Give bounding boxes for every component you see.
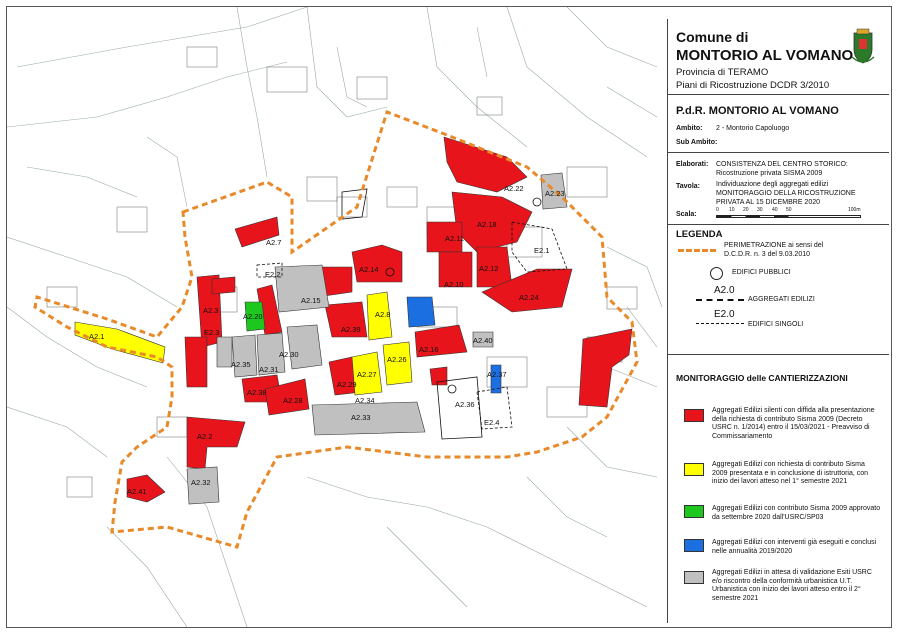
singoli-label: EDIFICI SINGOLI (748, 321, 804, 328)
map-label: A2.31 (259, 365, 279, 374)
map-label: A2.37 (487, 370, 507, 379)
map-label: E2.4 (484, 418, 500, 427)
singoli-symbol (696, 323, 744, 324)
town-map[interactable] (7, 7, 667, 627)
tavola-line2: MONITORAGGIO DELLA RICOSTRUZIONE (716, 190, 856, 197)
map-label: E2.3 (204, 328, 220, 337)
scale-tick: 40 (772, 207, 778, 213)
scale-tick: 30 (757, 207, 763, 213)
legend-text-red: Aggregati Edilizi silenti con diffida alla presentazione della richiesta di contributo Sisma 2009 (Decreto USRC n. 1/2014) entro il 15/03/2021 - Preavviso di Commissariamento (712, 407, 875, 440)
aggregate-blue (407, 297, 435, 327)
legend-swatch-green (684, 505, 704, 518)
map-label: A2.2 (197, 432, 213, 441)
tavola-line1: Individuazione degli aggregati edilizi (716, 181, 829, 188)
piani-title: Piani di Ricostruzione DCDR 3/2010 (676, 80, 830, 91)
map-label: A2.8 (375, 310, 391, 319)
map-label: A2.20 (243, 312, 263, 321)
legend-swatch-grey (684, 571, 704, 584)
monitoraggio-title: MONITORAGGIO delle CANTIERIZZAZIONI (676, 373, 848, 383)
legenda-title: LEGENDA (676, 229, 723, 240)
legend-swatch-blue (684, 539, 704, 552)
map-label: A2.18 (477, 220, 497, 229)
comune-prefix: Comune di (676, 29, 749, 45)
map-label: E2.2 (265, 270, 281, 279)
map-label: A2.1 (89, 332, 105, 341)
aggregate-red (212, 277, 235, 294)
map-label: A2.14 (359, 265, 379, 274)
subambito-label: Sub Ambito: (676, 139, 718, 146)
scale-tick: 20 (743, 207, 749, 213)
edifici-pubblici-label: EDIFICI PUBBLICI (732, 269, 791, 276)
elaborati-block (668, 153, 889, 225)
aggregate-red (187, 417, 245, 469)
map-label: A2.12 (479, 264, 499, 273)
map-label: A2.3 (203, 306, 219, 315)
map-label: A2.10 (444, 280, 464, 289)
scale-bar (716, 207, 861, 221)
map-label: A2.34 (355, 396, 375, 405)
map-label: A2.30 (279, 350, 299, 359)
map-sheet (6, 6, 892, 628)
legend-text-grey: Aggregati Edilizi in attesa di validazione Esiti USRC e/o riscontro della conformità urbanistica U.T. Urbanistica con inizio dei lavori atteso entro il 2° semestre 2021 (712, 569, 872, 602)
map-label: A2.28 (283, 396, 303, 405)
scala-label: Scala: (676, 211, 697, 218)
aggregati-label: AGGREGATI EDILIZI (748, 296, 815, 303)
legend-text-green: Aggregati Edilizi con contributo Sisma 2009 approvato da settembre 2020 dall'USRC/SP03 (712, 505, 881, 521)
coat-of-arms-icon (848, 27, 878, 67)
aggregate-red (430, 367, 447, 385)
aggregati-code: A2.0 (714, 285, 735, 296)
map-label: A2.38 (247, 388, 267, 397)
elaborati-line1: CONSISTENZA DEL CENTRO STORICO: (716, 161, 848, 168)
header-block (668, 19, 889, 95)
scale-tick: 10 (729, 207, 735, 213)
map-label: A2.39 (341, 325, 361, 334)
aggregati-symbol (696, 299, 744, 301)
aggregate-grey (232, 335, 257, 377)
pdr-title: P.d.R. MONTORIO AL VOMANO (676, 105, 839, 117)
map-label: A2.7 (266, 238, 282, 247)
perimeter-symbol (678, 249, 716, 252)
aggregate-red (579, 329, 632, 407)
map-label: A2.29 (337, 380, 357, 389)
tavola-line3: PRIVATA AL 15 DICEMBRE 2020 (716, 199, 821, 206)
map-label: A2.35 (231, 360, 251, 369)
scale-tick: 0 (716, 207, 719, 213)
tavola-label: Tavola: (676, 183, 700, 190)
map-label: A2.36 (455, 400, 475, 409)
elaborati-line2: Ricostruzione privata SISMA 2009 (716, 170, 823, 177)
title-block (667, 19, 889, 623)
map-label: A2.27 (357, 370, 377, 379)
ambito-label: Ambito: (676, 125, 703, 132)
legend-swatch-red (684, 409, 704, 422)
legend-swatch-yellow (684, 463, 704, 476)
aggregate-red (352, 245, 402, 282)
map-label: A2.40 (473, 336, 493, 345)
map-label: A2.24 (519, 293, 539, 302)
map-label: A2.16 (419, 345, 439, 354)
perimetrazione-line2: D.C.D.R. n. 3 del 9.03.2010 (724, 251, 810, 258)
map-label: A2.41 (127, 487, 147, 496)
aggregate-grey (217, 337, 232, 367)
perimetrazione-line1: PERIMETRAZIONE ai sensi del (724, 242, 824, 249)
map-label: A2.33 (351, 413, 371, 422)
map-label: A2.23 (545, 189, 565, 198)
legend-text-blue: Aggregati Edilizi con interventi già eseguiti e conclusi nelle annualità 2019/2020 (712, 539, 877, 555)
provincia: Provincia di TERAMO (676, 67, 769, 78)
map-label: A2.15 (301, 296, 321, 305)
comune-name: MONTORIO AL VOMANO (676, 47, 854, 64)
map-label: A2.32 (191, 478, 211, 487)
elaborati-label: Elaborati: (676, 161, 709, 168)
legend-text-yellow: Aggregati Edilizi con richiesta di contributo Sisma 2009 presentata e in conclusione di istruttoria, con inizio dei lavori atteso nel 1° semestre 2021 (712, 461, 869, 485)
ambito-value: 2 - Montorio Capoluogo (716, 125, 790, 132)
singoli-code: E2.0 (714, 309, 735, 320)
aggregate-red (185, 337, 207, 387)
scale-tick: 50 (786, 207, 792, 213)
monitoraggio-block (668, 355, 889, 623)
map-label: A2.26 (387, 355, 407, 364)
map-label: A2.22 (504, 184, 524, 193)
legenda-block (668, 225, 889, 355)
public-building-icon (710, 267, 723, 280)
pdr-block (668, 95, 889, 153)
scale-tick: 100m (848, 207, 861, 213)
aggregate-grey (287, 325, 322, 369)
map-label: E2.1 (534, 246, 550, 255)
map-label: A2.11 (445, 234, 465, 243)
